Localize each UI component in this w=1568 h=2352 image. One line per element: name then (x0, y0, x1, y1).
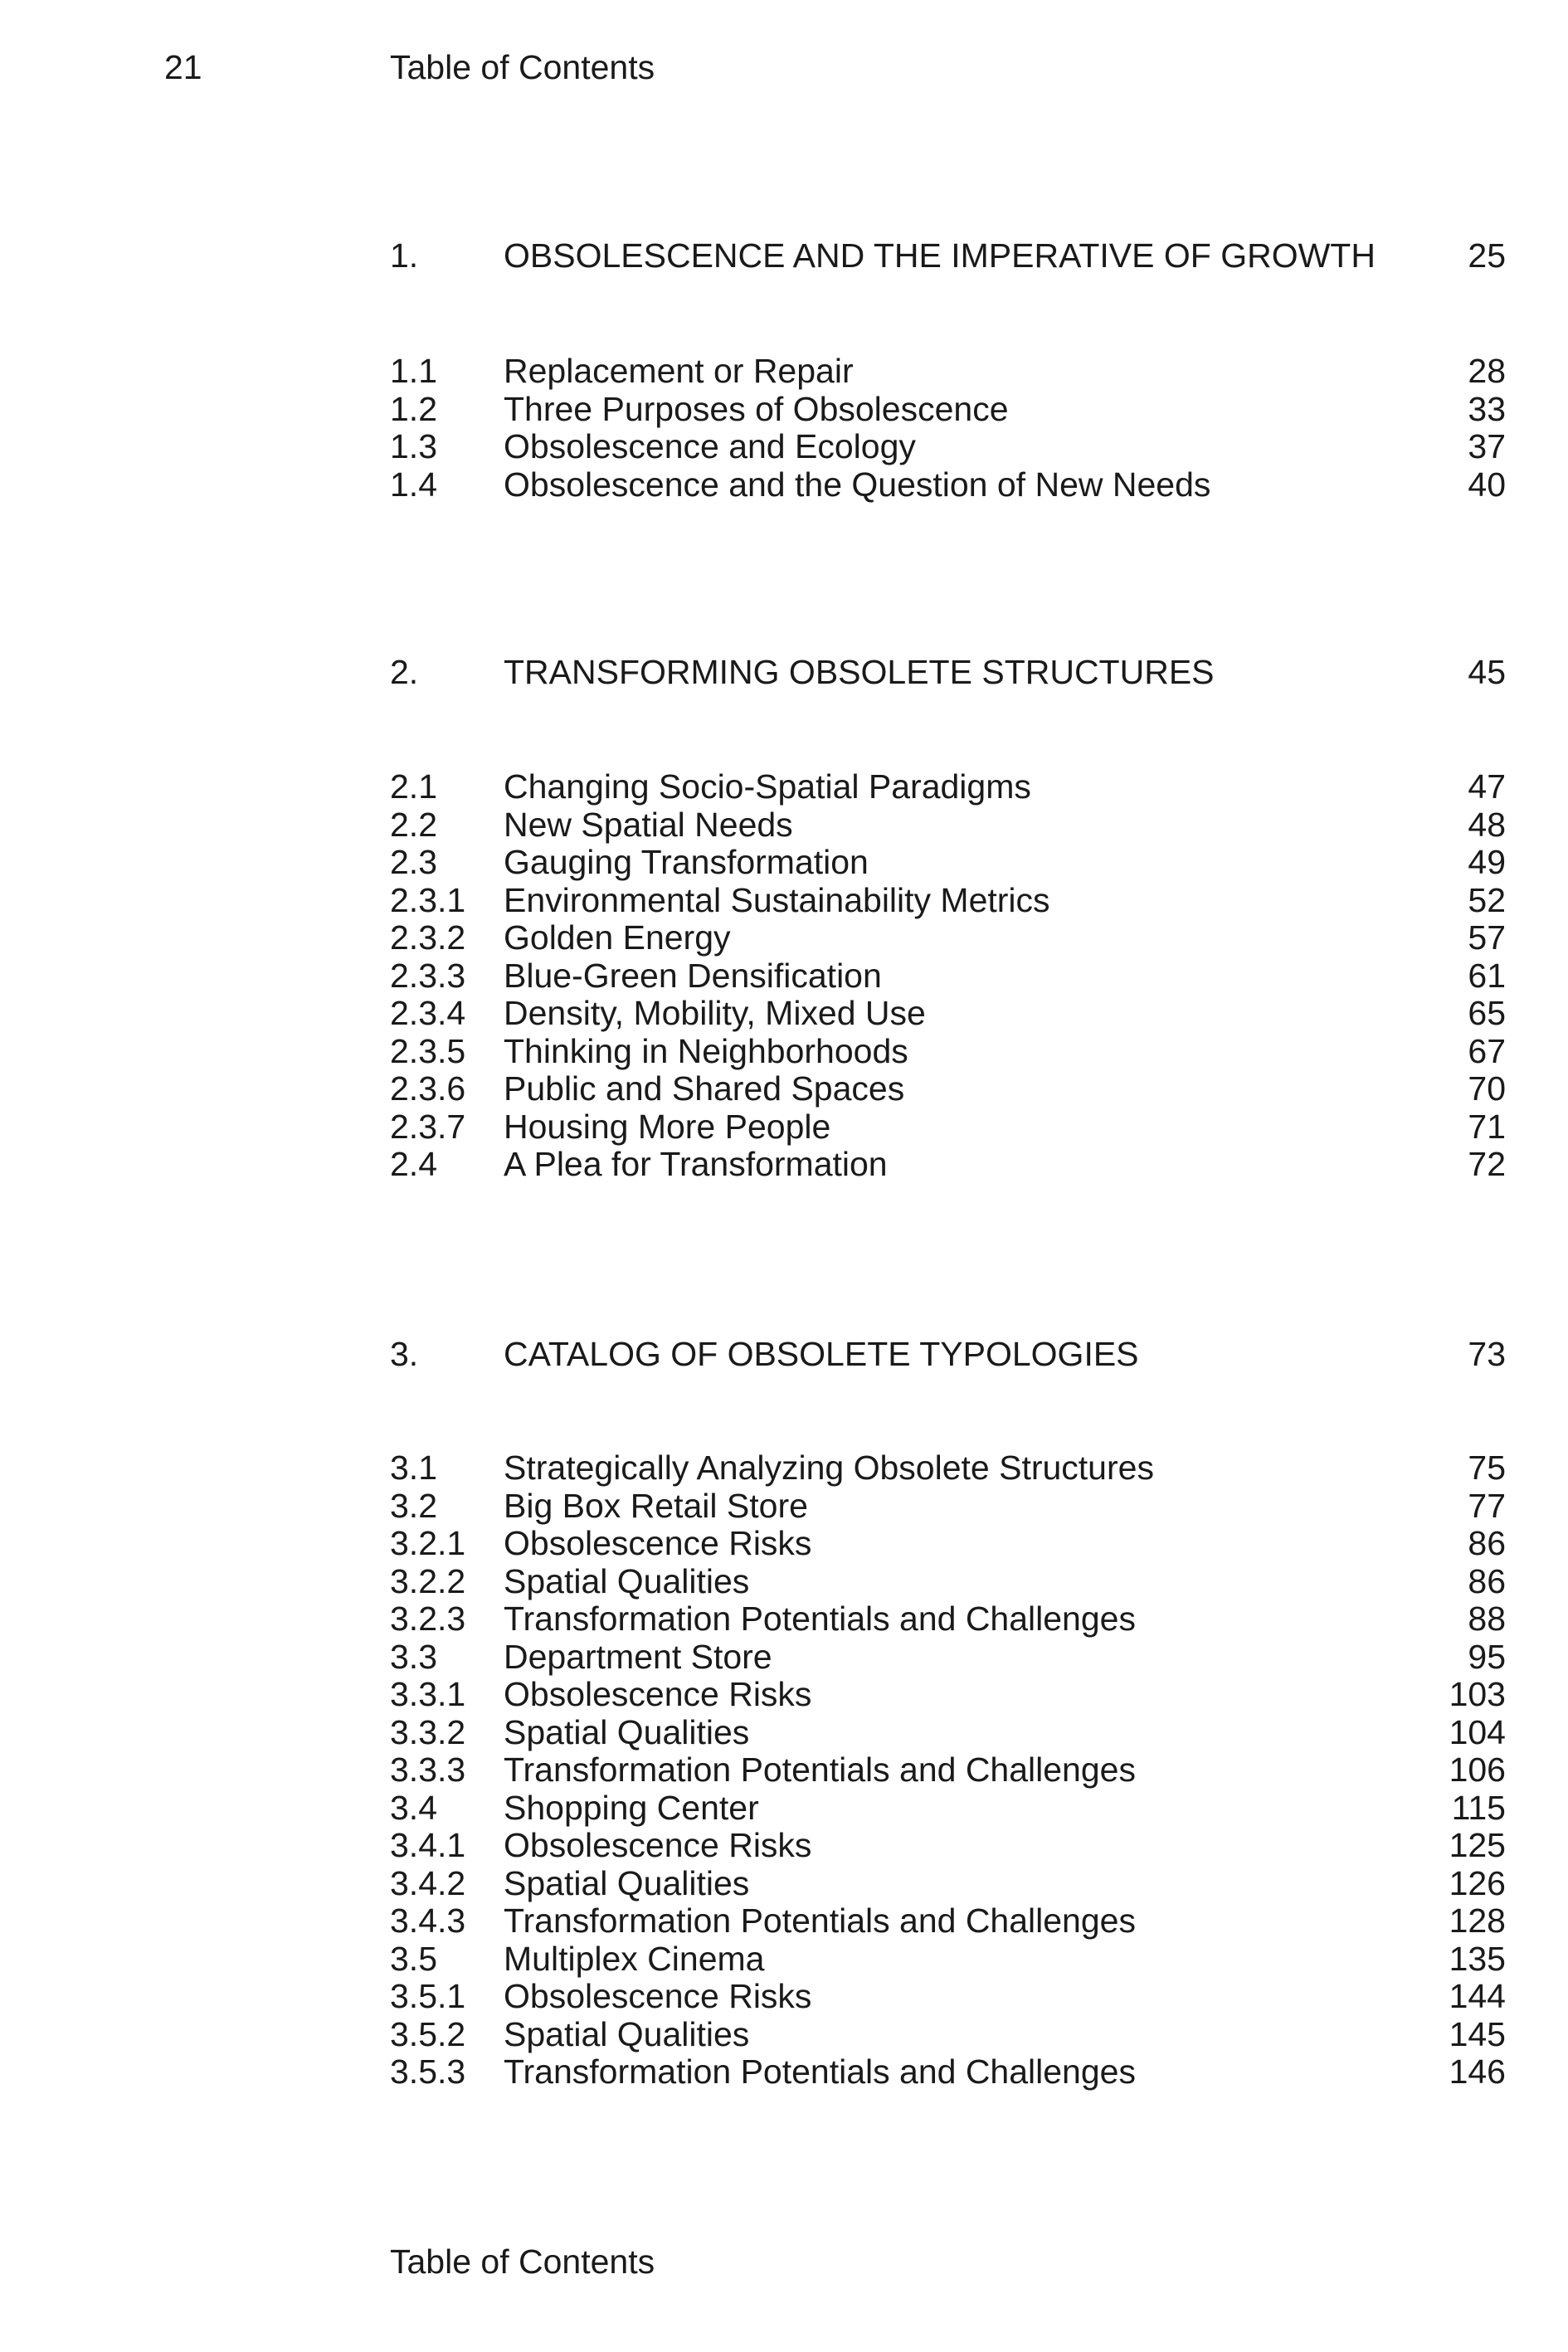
section-page: 37 (1468, 427, 1506, 465)
section-title: Housing More People (504, 1108, 831, 1146)
section-number: 3.3.2 (390, 1713, 466, 1751)
section-number: 2.3.3 (390, 957, 466, 995)
section-page: 61 (1468, 957, 1506, 995)
section-page: 86 (1468, 1562, 1506, 1600)
section-number: 2.3.7 (390, 1108, 466, 1146)
toc-entry[interactable] (390, 767, 1506, 806)
toc-entry[interactable] (390, 2053, 1506, 2091)
chapter-number: 2. (390, 653, 419, 691)
toc-entry[interactable] (390, 1902, 1506, 1940)
section-title: Transformation Potentials and Challenges (504, 1751, 1136, 1789)
chapter-page: 45 (1468, 653, 1506, 691)
section-number: 3.5.2 (390, 2015, 466, 2053)
section-page: 77 (1468, 1487, 1506, 1525)
chapter-heading[interactable] (390, 236, 1506, 275)
section-page: 115 (1451, 1789, 1506, 1827)
section-page: 145 (1449, 2015, 1506, 2053)
toc-entry[interactable] (390, 427, 1506, 465)
section-title: Spatial Qualities (504, 1864, 750, 1902)
section-number: 3.4.3 (390, 1902, 466, 1940)
section-title: Replacement or Repair (504, 352, 854, 390)
section-page: 72 (1468, 1145, 1506, 1183)
section-page: 104 (1449, 1713, 1506, 1751)
section-number: 3.5.1 (390, 1977, 466, 2015)
section-page: 75 (1468, 1449, 1506, 1487)
section-title: Big Box Retail Store (504, 1487, 808, 1525)
section-title: Shopping Center (504, 1789, 759, 1827)
section-number: 3.2.2 (390, 1562, 466, 1600)
chapter-title: TRANSFORMING OBSOLETE STRUCTURES (504, 653, 1215, 691)
section-title: Multiplex Cinema (504, 1940, 765, 1978)
section-number: 3.3 (390, 1638, 437, 1676)
chapter-number: 1. (390, 236, 419, 275)
toc-entry[interactable] (390, 1940, 1506, 1978)
toc-entry[interactable] (390, 465, 1506, 504)
toc-entry[interactable] (390, 1675, 1506, 1713)
section-title: Spatial Qualities (504, 1713, 750, 1751)
chapter-heading[interactable] (390, 653, 1506, 691)
section-number: 2.2 (390, 806, 437, 844)
section-title: Spatial Qualities (504, 1562, 750, 1600)
section-title: Public and Shared Spaces (504, 1069, 905, 1108)
section-page: 106 (1449, 1751, 1506, 1789)
section-page: 103 (1449, 1675, 1506, 1713)
section-number: 2.3.5 (390, 1032, 466, 1070)
section-number: 2.3.1 (390, 881, 466, 919)
section-title: Department Store (504, 1638, 772, 1676)
toc-entry[interactable] (390, 1713, 1506, 1751)
toc-entry[interactable] (390, 352, 1506, 390)
toc-entry[interactable] (390, 1069, 1506, 1108)
toc-entry[interactable] (390, 1789, 1506, 1827)
section-title: Transformation Potentials and Challenges (504, 1902, 1136, 1940)
running-head: Table of Contents (390, 48, 655, 86)
section-title: Gauging Transformation (504, 843, 869, 881)
toc-entry[interactable] (390, 843, 1506, 881)
toc-entry[interactable] (390, 994, 1506, 1032)
section-page: 95 (1468, 1638, 1506, 1676)
page-number: 21 (164, 48, 202, 86)
section-title: Changing Socio-Spatial Paradigms (504, 767, 1031, 806)
section-page: 49 (1468, 843, 1506, 881)
toc-entry[interactable] (390, 1751, 1506, 1789)
section-title: Transformation Potentials and Challenges (504, 1600, 1136, 1638)
section-title: Spatial Qualities (504, 2015, 750, 2053)
toc-entry[interactable] (390, 390, 1506, 428)
section-number: 2.4 (390, 1145, 437, 1183)
section-number: 3.2 (390, 1487, 437, 1525)
section-number: 3.4.1 (390, 1826, 466, 1864)
toc-entry[interactable] (390, 806, 1506, 844)
section-number: 3.2.1 (390, 1524, 466, 1562)
section-page: 86 (1468, 1524, 1506, 1562)
section-title: New Spatial Needs (504, 806, 793, 844)
section-title: Golden Energy (504, 918, 731, 957)
chapter-heading[interactable] (390, 1335, 1506, 1373)
toc-entry[interactable] (390, 1108, 1506, 1146)
toc-entry[interactable] (390, 918, 1506, 957)
section-page: 125 (1449, 1826, 1506, 1864)
toc-entry[interactable] (390, 1638, 1506, 1676)
section-number: 1.1 (390, 352, 437, 390)
section-number: 2.3.2 (390, 918, 466, 957)
section-title: Thinking in Neighborhoods (504, 1032, 908, 1070)
section-title: Obsolescence and the Question of New Needs (504, 465, 1211, 504)
section-number: 3.5.3 (390, 2053, 466, 2091)
toc-entry[interactable] (390, 1562, 1506, 1600)
chapter-page: 25 (1468, 236, 1506, 275)
toc-entry[interactable] (390, 1864, 1506, 1902)
section-page: 135 (1449, 1940, 1506, 1978)
section-title: Environmental Sustainability Metrics (504, 881, 1050, 919)
section-title: Obsolescence Risks (504, 1977, 812, 2015)
section-page: 48 (1468, 806, 1506, 844)
section-number: 3.3.3 (390, 1751, 466, 1789)
section-title: Obsolescence and Ecology (504, 427, 916, 465)
section-page: 65 (1468, 994, 1506, 1032)
section-number: 3.2.3 (390, 1600, 466, 1638)
section-number: 2.3.6 (390, 1069, 466, 1108)
toc-entry[interactable] (390, 2015, 1506, 2053)
section-title: Three Purposes of Obsolescence (504, 390, 1009, 428)
section-page: 67 (1468, 1032, 1506, 1070)
section-title: Blue-Green Densification (504, 957, 882, 995)
toc-entry[interactable] (390, 1826, 1506, 1864)
section-page: 28 (1468, 352, 1506, 390)
toc-entry[interactable] (390, 957, 1506, 995)
section-number: 3.4.2 (390, 1864, 466, 1902)
toc-entry[interactable] (390, 1524, 1506, 1562)
section-number: 3.1 (390, 1449, 437, 1487)
section-number: 3.4 (390, 1789, 437, 1827)
section-page: 33 (1468, 390, 1506, 428)
section-title: Obsolescence Risks (504, 1675, 812, 1713)
toc-entry[interactable] (390, 1600, 1506, 1638)
section-title: Transformation Potentials and Challenges (504, 2053, 1136, 2091)
toc-entry[interactable] (390, 1449, 1506, 1487)
section-page: 40 (1468, 465, 1506, 504)
chapter-title: OBSOLESCENCE AND THE IMPERATIVE OF GROWTH (504, 236, 1376, 275)
section-number: 1.2 (390, 390, 437, 428)
chapter-number: 3. (390, 1335, 419, 1373)
section-page: 70 (1468, 1069, 1506, 1108)
toc-entry[interactable] (390, 1145, 1506, 1183)
section-number: 3.3.1 (390, 1675, 466, 1713)
section-page: 57 (1468, 918, 1506, 957)
section-number: 2.3.4 (390, 994, 466, 1032)
section-title: Obsolescence Risks (504, 1524, 812, 1562)
section-number: 1.4 (390, 465, 437, 504)
section-number: 2.3 (390, 843, 437, 881)
section-number: 2.1 (390, 767, 437, 806)
section-number: 1.3 (390, 427, 437, 465)
chapter-title: CATALOG OF OBSOLETE TYPOLOGIES (504, 1335, 1139, 1373)
section-title: A Plea for Transformation (504, 1145, 888, 1183)
toc-entry[interactable] (390, 1977, 1506, 2015)
toc-entry[interactable] (390, 881, 1506, 919)
section-page: 88 (1468, 1600, 1506, 1638)
section-page: 128 (1449, 1902, 1506, 1940)
toc-entry[interactable] (390, 1487, 1506, 1525)
section-page: 126 (1449, 1864, 1506, 1902)
section-title: Obsolescence Risks (504, 1826, 812, 1864)
section-number: 3.5 (390, 1940, 437, 1978)
running-foot: Table of Contents (390, 2242, 655, 2281)
section-page: 146 (1449, 2053, 1506, 2091)
section-page: 52 (1468, 881, 1506, 919)
section-title: Strategically Analyzing Obsolete Structures (504, 1449, 1154, 1487)
section-title: Density, Mobility, Mixed Use (504, 994, 926, 1032)
section-page: 71 (1468, 1108, 1506, 1146)
chapter-page: 73 (1468, 1335, 1506, 1373)
toc-entry[interactable] (390, 1032, 1506, 1070)
section-page: 47 (1468, 767, 1506, 806)
section-page: 144 (1449, 1977, 1506, 2015)
